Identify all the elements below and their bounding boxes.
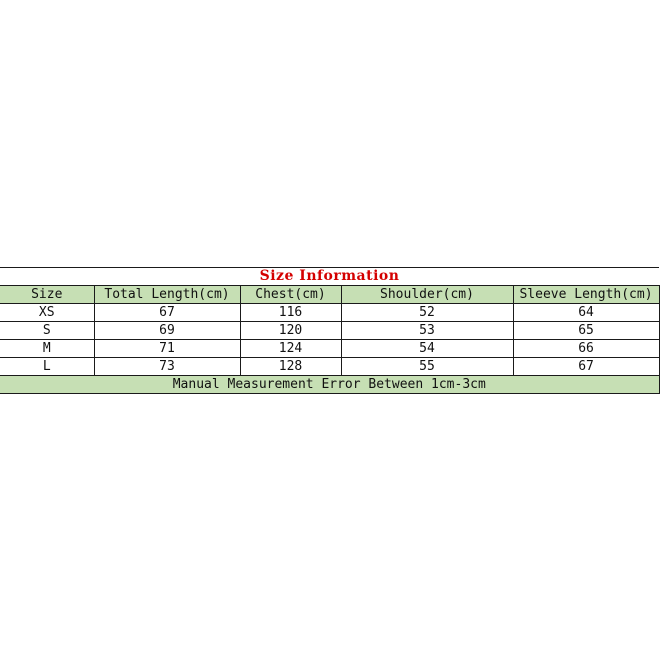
table-row [0,322,659,340]
cell-sleeve-length: 66 [513,340,659,358]
cell-sleeve-length: 65 [513,322,659,340]
cell-chest: 120 [240,322,341,340]
cell-size: L [0,358,94,376]
cell-chest: 128 [240,358,341,376]
header-cell-shoulder: Shoulder(cm) [341,286,513,304]
cell-chest: 124 [240,340,341,358]
table-title: Size Information [0,268,659,286]
cell-total-length: 67 [94,304,240,322]
cell-total-length: 73 [94,358,240,376]
cell-shoulder: 54 [341,340,513,358]
cell-sleeve-length: 67 [513,358,659,376]
cell-size: S [0,322,94,340]
cell-size: XS [0,304,94,322]
size-table [0,267,660,394]
cell-shoulder: 52 [341,304,513,322]
note-row [0,376,659,394]
cell-size: M [0,340,94,358]
cell-total-length: 71 [94,340,240,358]
cell-sleeve-length: 64 [513,304,659,322]
cell-shoulder: 53 [341,322,513,340]
measurement-note: Manual Measurement Error Between 1cm-3cm [0,376,659,394]
header-cell-total-length: Total Length(cm) [94,286,240,304]
cell-total-length: 69 [94,322,240,340]
table-row [0,358,659,376]
header-row [0,286,659,304]
header-cell-sleeve-length: Sleeve Length(cm) [513,286,659,304]
title-row [0,268,659,286]
table-row [0,340,659,358]
cell-chest: 116 [240,304,341,322]
header-cell-chest: Chest(cm) [240,286,341,304]
header-cell-size: Size [0,286,94,304]
table-row [0,304,659,322]
cell-shoulder: 55 [341,358,513,376]
